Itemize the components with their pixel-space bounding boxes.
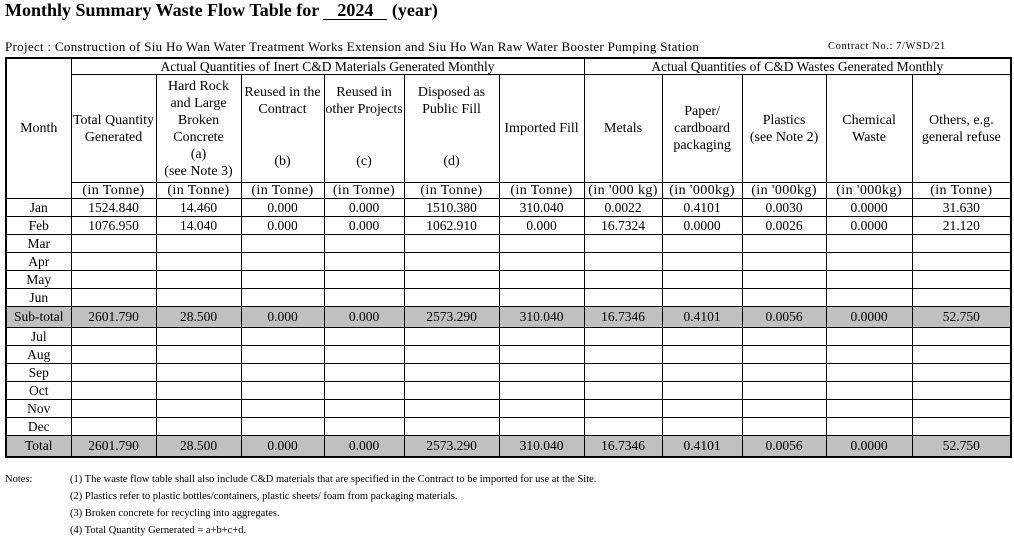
total-quantity-value: 1524.840 — [71, 199, 156, 217]
disposed-public-fill-value: 1510.380 — [404, 199, 499, 217]
reused-other-projects-value: 0.000 — [324, 307, 404, 328]
month-row — [6, 271, 1011, 289]
column-header-chemical-waste — [826, 75, 912, 183]
chemical-waste-value: 0.0000 — [826, 307, 912, 328]
chemical-waste-value — [826, 328, 912, 346]
metals-value — [584, 382, 662, 400]
column-header-line: Generated — [84, 129, 143, 145]
column-header-line: Plastics — [762, 112, 806, 128]
paper-cardboard-value — [662, 235, 742, 253]
imported-fill-value — [499, 289, 584, 307]
reused-in-contract-value — [241, 418, 324, 436]
metals-value — [584, 364, 662, 382]
hard-rock-concrete-value — [156, 418, 241, 436]
unit-chemical-waste: (in '000kg) — [826, 183, 912, 199]
metals-value: 16.7346 — [584, 307, 662, 328]
month-header: Month — [6, 58, 71, 199]
chemical-waste-value — [826, 346, 912, 364]
reused-other-projects-value: 0.000 — [324, 436, 404, 458]
reused-in-contract-value — [241, 289, 324, 307]
paper-cardboard-value: 0.0000 — [662, 217, 742, 235]
column-header-line: Waste — [852, 129, 886, 145]
group-header-inert: Actual Quantities of Inert C&D Materials Generated Monthly — [71, 58, 584, 75]
disposed-public-fill-value — [404, 328, 499, 346]
reused-other-projects-value — [324, 364, 404, 382]
reused-in-contract-value: 0.000 — [241, 217, 324, 235]
month-row — [6, 235, 1011, 253]
column-header-label — [663, 75, 742, 182]
column-header-line: Public Fill — [422, 102, 481, 117]
unit-metals: (in '000 kg) — [584, 183, 662, 199]
paper-cardboard-value: 0.4101 — [662, 307, 742, 328]
note-item: (2) Plastics refer to plastic bottles/containers, plastic sheets/ foam from packaging materials. — [70, 491, 458, 502]
imported-fill-value: 310.040 — [499, 436, 584, 458]
plastics-value — [742, 400, 826, 418]
metals-value: 16.7346 — [584, 436, 662, 458]
paper-cardboard-value — [662, 328, 742, 346]
month-row — [6, 382, 1011, 400]
column-header-label — [585, 75, 662, 182]
others-value — [912, 364, 1011, 382]
others-value — [912, 235, 1011, 253]
reused-other-projects-value — [324, 289, 404, 307]
metals-value — [584, 289, 662, 307]
month-row — [6, 400, 1011, 418]
chemical-waste-value — [826, 253, 912, 271]
imported-fill-value: 310.040 — [499, 307, 584, 328]
reused-in-contract-value — [241, 364, 324, 382]
disposed-public-fill-value — [404, 382, 499, 400]
plastics-value — [742, 289, 826, 307]
paper-cardboard-value — [662, 382, 742, 400]
paper-cardboard-value — [662, 418, 742, 436]
month-row — [6, 346, 1011, 364]
imported-fill-value — [499, 235, 584, 253]
column-header-line: Chemical — [842, 112, 896, 128]
total-quantity-value — [71, 235, 156, 253]
reused-in-contract-value — [241, 400, 324, 418]
month-row — [6, 328, 1011, 346]
imported-fill-value — [499, 364, 584, 382]
title-year: 2024 — [323, 0, 387, 20]
hard-rock-concrete-value — [156, 253, 241, 271]
month-row — [6, 364, 1011, 382]
metals-value — [584, 271, 662, 289]
plastics-value — [742, 253, 826, 271]
month-row — [6, 418, 1011, 436]
total-quantity-value — [71, 253, 156, 271]
plastics-value — [742, 382, 826, 400]
others-value — [912, 328, 1011, 346]
column-header-line: packaging — [673, 138, 731, 153]
column-header-imported-fill — [499, 75, 584, 183]
unit-hard-rock-concrete: (in Tonne) — [156, 183, 241, 199]
total-quantity-value — [71, 271, 156, 289]
disposed-public-fill-value — [404, 235, 499, 253]
column-header-others — [912, 75, 1011, 183]
plastics-value — [742, 346, 826, 364]
disposed-public-fill-value: 1062.910 — [404, 217, 499, 235]
column-header-row — [6, 75, 1011, 183]
chemical-waste-value: 0.0000 — [826, 217, 912, 235]
reused-other-projects-value — [324, 271, 404, 289]
hard-rock-concrete-value: 28.500 — [156, 436, 241, 458]
column-header-line: Reused in — [336, 85, 392, 100]
reused-other-projects-value — [324, 328, 404, 346]
column-header-line: Metals — [604, 121, 643, 136]
reused-other-projects-value — [324, 253, 404, 271]
month-label: Aug — [6, 346, 71, 364]
column-header-line: Concrete — [173, 129, 224, 145]
hard-rock-concrete-value: 14.460 — [156, 199, 241, 217]
paper-cardboard-value: 0.4101 — [662, 436, 742, 458]
plastics-value — [742, 328, 826, 346]
chemical-waste-value — [826, 289, 912, 307]
month-label: Sub-total — [6, 307, 71, 328]
reused-in-contract-value: 0.000 — [241, 199, 324, 217]
plastics-value: 0.0056 — [742, 436, 826, 458]
others-value: 52.750 — [912, 436, 1011, 458]
notes-list — [70, 474, 596, 537]
plastics-value: 0.0056 — [742, 307, 826, 328]
disposed-public-fill-value — [404, 271, 499, 289]
total-quantity-value: 2601.790 — [71, 307, 156, 328]
column-header-label — [743, 75, 826, 182]
imported-fill-value — [499, 418, 584, 436]
note-item: (1) The waste flow table shall also include C&D materials that are specified in the Contract to be imported for use at the Site. — [70, 474, 597, 485]
disposed-public-fill-value — [404, 364, 499, 382]
reused-in-contract-value — [241, 346, 324, 364]
total-quantity-value — [71, 289, 156, 307]
paper-cardboard-value: 0.4101 — [662, 199, 742, 217]
column-header-label — [913, 75, 1011, 182]
unit-imported-fill: (in Tonne) — [499, 183, 584, 199]
column-header-tag: (d) — [443, 154, 460, 169]
column-header-reused-in-contract — [241, 75, 324, 183]
disposed-public-fill-value — [404, 289, 499, 307]
month-label: Jul — [6, 328, 71, 346]
plastics-value — [742, 418, 826, 436]
reused-in-contract-value — [241, 235, 324, 253]
column-header-line: Broken — [177, 112, 220, 128]
imported-fill-value — [499, 400, 584, 418]
reused-other-projects-value — [324, 418, 404, 436]
others-value — [912, 271, 1011, 289]
column-header-title — [244, 84, 320, 118]
total-quantity-value — [71, 400, 156, 418]
disposed-public-fill-value — [404, 253, 499, 271]
hard-rock-concrete-value: 28.500 — [156, 307, 241, 328]
column-header-line: (see Note 3) — [164, 163, 233, 179]
column-header-disposed-public-fill — [404, 75, 499, 183]
total-quantity-value: 2601.790 — [71, 436, 156, 458]
project-name: Project : Construction of Siu Ho Wan Water Treatment Works Extension and Siu Ho Wan Raw Water Booster Pumping Station — [5, 39, 700, 54]
column-header-paper-cardboard — [662, 75, 742, 183]
column-header-line: cardboard — [674, 121, 731, 136]
subtotal-row — [6, 307, 1011, 328]
unit-row — [6, 183, 1011, 199]
disposed-public-fill-value — [404, 418, 499, 436]
others-value — [912, 289, 1011, 307]
paper-cardboard-value — [662, 364, 742, 382]
month-row — [6, 289, 1011, 307]
chemical-waste-value — [826, 364, 912, 382]
reused-in-contract-value: 0.000 — [241, 436, 324, 458]
column-header-tag: (c) — [356, 154, 372, 169]
column-header-line: Reused in the — [244, 85, 321, 100]
column-header-line: and Large — [170, 95, 227, 111]
others-value: 52.750 — [912, 307, 1011, 328]
month-label: Apr — [6, 253, 71, 271]
total-quantity-value — [71, 346, 156, 364]
plastics-value — [742, 271, 826, 289]
chemical-waste-value — [826, 271, 912, 289]
column-header-label — [72, 75, 156, 182]
column-header-total-quantity — [71, 75, 156, 183]
chemical-waste-value — [826, 400, 912, 418]
chemical-waste-value: 0.0000 — [826, 436, 912, 458]
column-header-metals — [584, 75, 662, 183]
imported-fill-value: 0.000 — [499, 217, 584, 235]
total-quantity-value — [71, 418, 156, 436]
column-header-title — [325, 84, 402, 118]
paper-cardboard-value — [662, 253, 742, 271]
hard-rock-concrete-value: 14.040 — [156, 217, 241, 235]
disposed-public-fill-value — [404, 400, 499, 418]
reused-other-projects-value — [324, 382, 404, 400]
column-header-title — [418, 84, 485, 118]
paper-cardboard-value — [662, 271, 742, 289]
disposed-public-fill-value: 2573.290 — [404, 307, 499, 328]
unit-disposed-public-fill: (in Tonne) — [404, 183, 499, 199]
metals-value — [584, 253, 662, 271]
imported-fill-value: 310.040 — [499, 199, 584, 217]
column-header-line: Imported Fill — [504, 121, 579, 136]
contract-number: Contract No.: 7/WSD/21 — [828, 41, 946, 52]
imported-fill-value — [499, 328, 584, 346]
group-header-row — [6, 58, 1011, 75]
column-header-line: Paper/ — [684, 104, 720, 119]
paper-cardboard-value — [662, 346, 742, 364]
column-header-label — [405, 75, 499, 182]
hard-rock-concrete-value — [156, 346, 241, 364]
metals-value — [584, 400, 662, 418]
column-header-line: Disposed as — [417, 85, 486, 100]
note-item: (3) Broken concrete for recycling into aggregates. — [70, 508, 280, 519]
waste-flow-table — [5, 57, 1012, 458]
metals-value — [584, 418, 662, 436]
imported-fill-value — [499, 382, 584, 400]
title-year-suffix: (year) — [391, 0, 438, 20]
unit-reused-other-projects: (in Tonne) — [324, 183, 404, 199]
reused-in-contract-value — [241, 328, 324, 346]
column-header-label — [325, 75, 404, 182]
month-label: Jun — [6, 289, 71, 307]
column-header-line: other Projects — [325, 102, 403, 117]
column-header-label — [242, 75, 324, 182]
month-label: May — [6, 271, 71, 289]
month-row — [6, 217, 1011, 235]
others-value — [912, 418, 1011, 436]
unit-total-quantity: (in Tonne) — [71, 183, 156, 199]
hard-rock-concrete-value — [156, 364, 241, 382]
month-label: Sep — [6, 364, 71, 382]
metals-value — [584, 346, 662, 364]
plastics-value: 0.0030 — [742, 199, 826, 217]
reused-in-contract-value — [241, 271, 324, 289]
hard-rock-concrete-value — [156, 328, 241, 346]
column-header-label — [827, 75, 912, 182]
reused-other-projects-value — [324, 235, 404, 253]
chemical-waste-value — [826, 235, 912, 253]
group-header-wastes: Actual Quantities of C&D Wastes Generated Monthly — [584, 58, 1011, 75]
month-label: Dec — [6, 418, 71, 436]
month-label: Feb — [6, 217, 71, 235]
others-value: 21.120 — [912, 217, 1011, 235]
unit-plastics: (in '000kg) — [742, 183, 826, 199]
metals-value — [584, 328, 662, 346]
table-body — [6, 199, 1011, 458]
metals-value: 16.7324 — [584, 217, 662, 235]
note-item: (4) Total Quantity Gernerated = a+b+c+d. — [70, 525, 247, 536]
month-label: Total — [6, 436, 71, 458]
reused-other-projects-value: 0.000 — [324, 217, 404, 235]
title-text: Monthly Summary Waste Flow Table for — [5, 0, 319, 20]
hard-rock-concrete-value — [156, 400, 241, 418]
disposed-public-fill-value: 2573.290 — [404, 436, 499, 458]
hard-rock-concrete-value — [156, 271, 241, 289]
month-label: Jan — [6, 199, 71, 217]
others-value — [912, 253, 1011, 271]
chemical-waste-value: 0.0000 — [826, 199, 912, 217]
column-header-label — [157, 75, 241, 182]
others-value — [912, 346, 1011, 364]
reused-in-contract-value — [241, 253, 324, 271]
reused-in-contract-value — [241, 382, 324, 400]
column-header-line: general refuse — [921, 129, 1001, 145]
hard-rock-concrete-value — [156, 382, 241, 400]
page-title — [5, 0, 438, 20]
column-header-line: Hard Rock — [167, 78, 230, 94]
column-header-reused-other-projects — [324, 75, 404, 183]
plastics-value — [742, 364, 826, 382]
month-row — [6, 199, 1011, 217]
unit-others: (in Tonne) — [912, 183, 1011, 199]
hard-rock-concrete-value — [156, 235, 241, 253]
total-quantity-value: 1076.950 — [71, 217, 156, 235]
column-header-line: (a) — [190, 146, 207, 162]
total-quantity-value — [71, 328, 156, 346]
plastics-value: 0.0026 — [742, 217, 826, 235]
notes-label: Notes: — [5, 474, 33, 485]
imported-fill-value — [499, 253, 584, 271]
column-header-line: Others, e.g. — [929, 112, 994, 128]
column-header-hard-rock-concrete — [156, 75, 241, 183]
reused-in-contract-value: 0.000 — [241, 307, 324, 328]
total-quantity-value — [71, 382, 156, 400]
others-value — [912, 382, 1011, 400]
metals-value: 0.0022 — [584, 199, 662, 217]
metals-value — [584, 235, 662, 253]
total-row — [6, 436, 1011, 458]
total-quantity-value — [71, 364, 156, 382]
chemical-waste-value — [826, 418, 912, 436]
month-label: Mar — [6, 235, 71, 253]
month-row — [6, 253, 1011, 271]
unit-paper-cardboard: (in '000kg) — [662, 183, 742, 199]
hard-rock-concrete-value — [156, 289, 241, 307]
others-value — [912, 400, 1011, 418]
column-header-label — [500, 75, 584, 182]
column-header-tag: (b) — [274, 154, 291, 169]
disposed-public-fill-value — [404, 346, 499, 364]
unit-reused-in-contract: (in Tonne) — [241, 183, 324, 199]
imported-fill-value — [499, 271, 584, 289]
column-header-line: Total Quantity — [72, 112, 155, 128]
column-header-plastics — [742, 75, 826, 183]
month-label: Oct — [6, 382, 71, 400]
reused-other-projects-value: 0.000 — [324, 199, 404, 217]
plastics-value — [742, 235, 826, 253]
reused-other-projects-value — [324, 346, 404, 364]
month-label: Nov — [6, 400, 71, 418]
paper-cardboard-value — [662, 289, 742, 307]
chemical-waste-value — [826, 382, 912, 400]
paper-cardboard-value — [662, 400, 742, 418]
column-header-line: Contract — [258, 102, 307, 117]
column-header-line: (see Note 2) — [749, 129, 819, 145]
reused-other-projects-value — [324, 400, 404, 418]
others-value: 31.630 — [912, 199, 1011, 217]
imported-fill-value — [499, 346, 584, 364]
